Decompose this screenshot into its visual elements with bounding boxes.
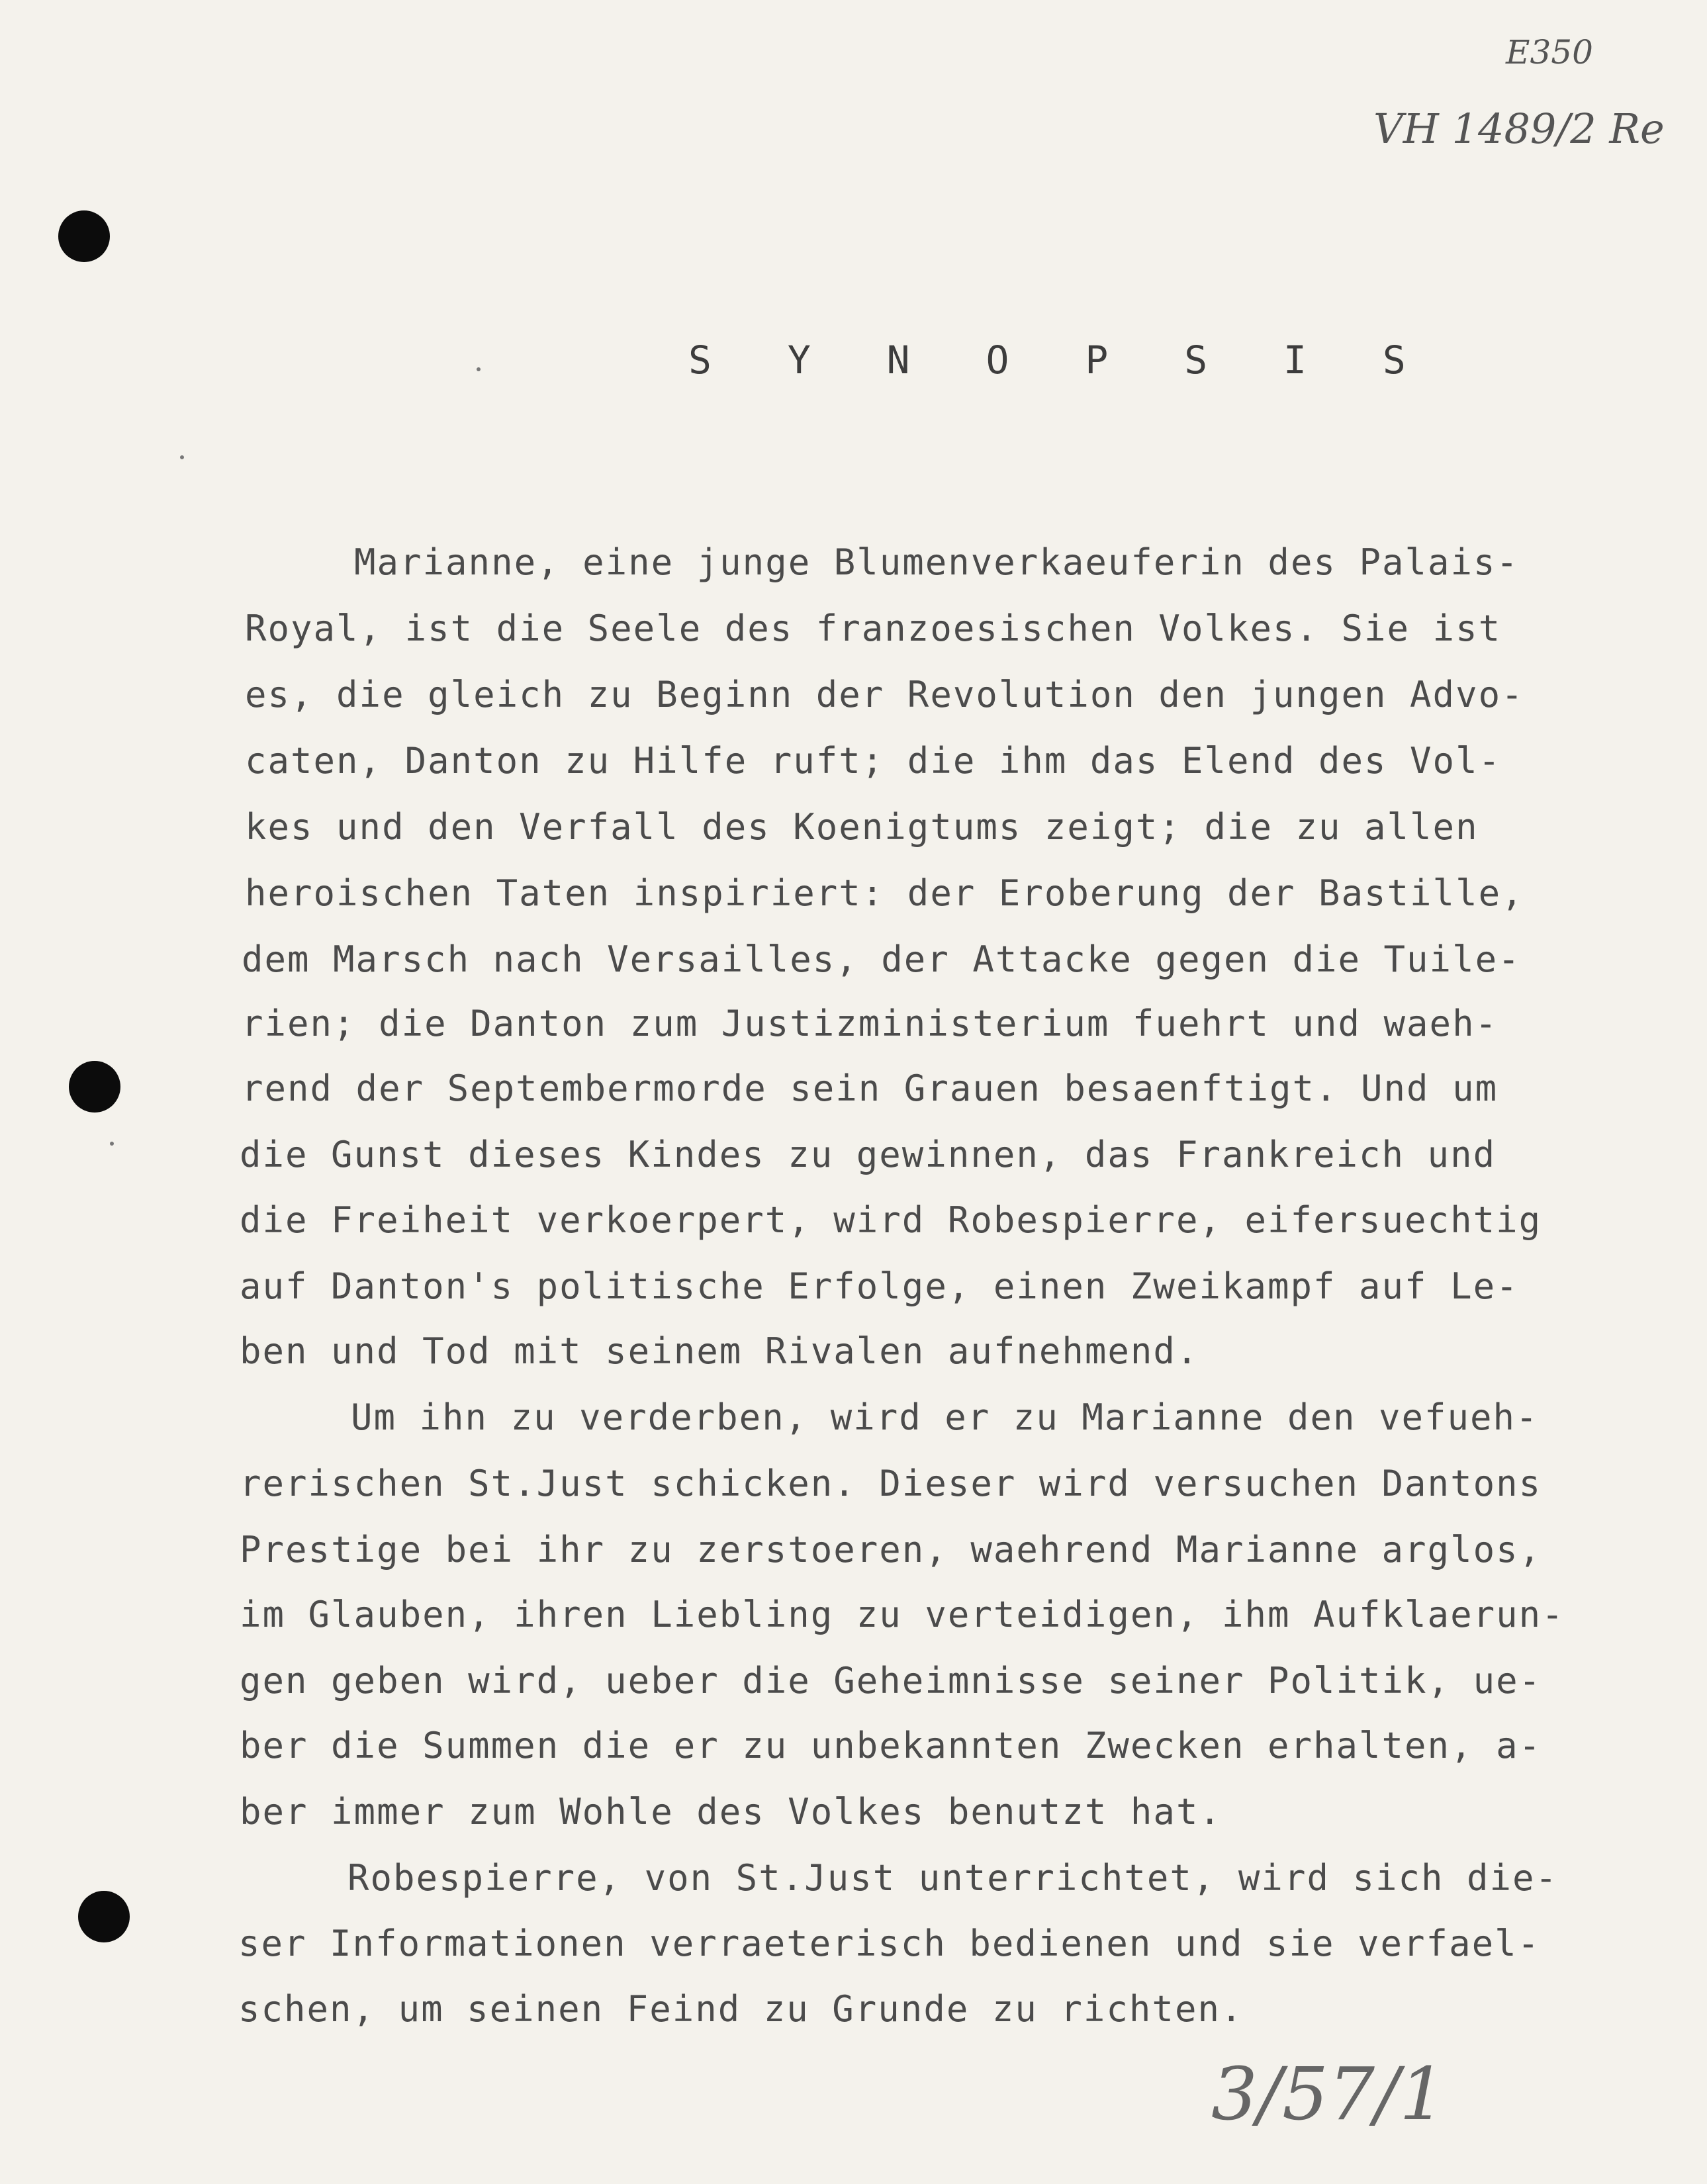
punch-hole-top — [58, 210, 110, 262]
text-line: schen, um seinen Feind zu Grunde zu richten. — [238, 1988, 1244, 2030]
text-line: die Gunst dieses Kindes zu gewinnen, das Frankreich und — [240, 1134, 1497, 1175]
punch-hole-middle — [69, 1061, 120, 1113]
archive-reference: VH 1489/2 Re — [1373, 105, 1665, 153]
text-line: Prestige bei ihr zu zerstoeren, waehrend Marianne arglos, — [240, 1529, 1542, 1570]
archive-code: E350 — [1506, 33, 1593, 71]
text-line: Um ihn zu verderben, wird er zu Marianne den vefueh- — [351, 1396, 1539, 1438]
text-line: rend der Septembermorde sein Grauen besaenftigt. Und um — [242, 1068, 1499, 1109]
text-line: Robespierre, von St.Just unterrichtet, wird sich die- — [347, 1857, 1559, 1899]
text-line: ser Informationen verraeterisch bedienen und sie verfael- — [238, 1923, 1541, 1964]
text-line: es, die gleich zu Beginn der Revolution den jungen Advo- — [245, 674, 1524, 715]
punch-hole-bottom — [78, 1891, 130, 1942]
text-line: ber die Summen die er zu unbekannten Zwecken erhalten, a- — [240, 1725, 1542, 1766]
text-line: auf Danton's politische Erfolge, einen Zweikampf auf Le- — [240, 1265, 1519, 1307]
stray-mark — [110, 1142, 114, 1146]
text-line: ben und Tod mit seinem Rivalen aufnehmend. — [240, 1330, 1199, 1372]
text-line: heroischen Taten inspiriert: der Eroberung der Bastille, — [245, 872, 1524, 914]
stray-mark — [180, 455, 184, 459]
text-line: kes und den Verfall des Koenigtums zeigt; die zu allen — [245, 806, 1479, 848]
text-line: rerischen St.Just schicken. Dieser wird versuchen Dantons — [240, 1463, 1542, 1504]
text-line: Royal, ist die Seele des franzoesischen Volkes. Sie ist — [245, 608, 1502, 649]
text-line: ber immer zum Wohle des Volkes benutzt hat. — [240, 1791, 1222, 1833]
text-line: Marianne, eine junge Blumenverkaeuferin des Palais- — [354, 541, 1520, 583]
text-line: im Glauben, ihren Liebling zu verteidigen, ihm Aufklaerun- — [240, 1594, 1565, 1635]
text-line: rien; die Danton zum Justizministerium fuehrt und waeh- — [242, 1003, 1499, 1044]
folio-number: 3/57/1 — [1211, 2052, 1446, 2136]
document-title: S Y N O P S I S — [688, 338, 1432, 383]
stray-mark — [477, 367, 481, 371]
text-line: gen geben wird, ueber die Geheimnisse seiner Politik, ue- — [240, 1660, 1542, 1702]
text-line: caten, Danton zu Hilfe ruft; die ihm das Elend des Vol- — [245, 740, 1502, 782]
text-line: dem Marsch nach Versailles, der Attacke gegen die Tuile- — [242, 938, 1521, 980]
text-line: die Freiheit verkoerpert, wird Robespierre, eifersuechtig — [240, 1199, 1542, 1241]
